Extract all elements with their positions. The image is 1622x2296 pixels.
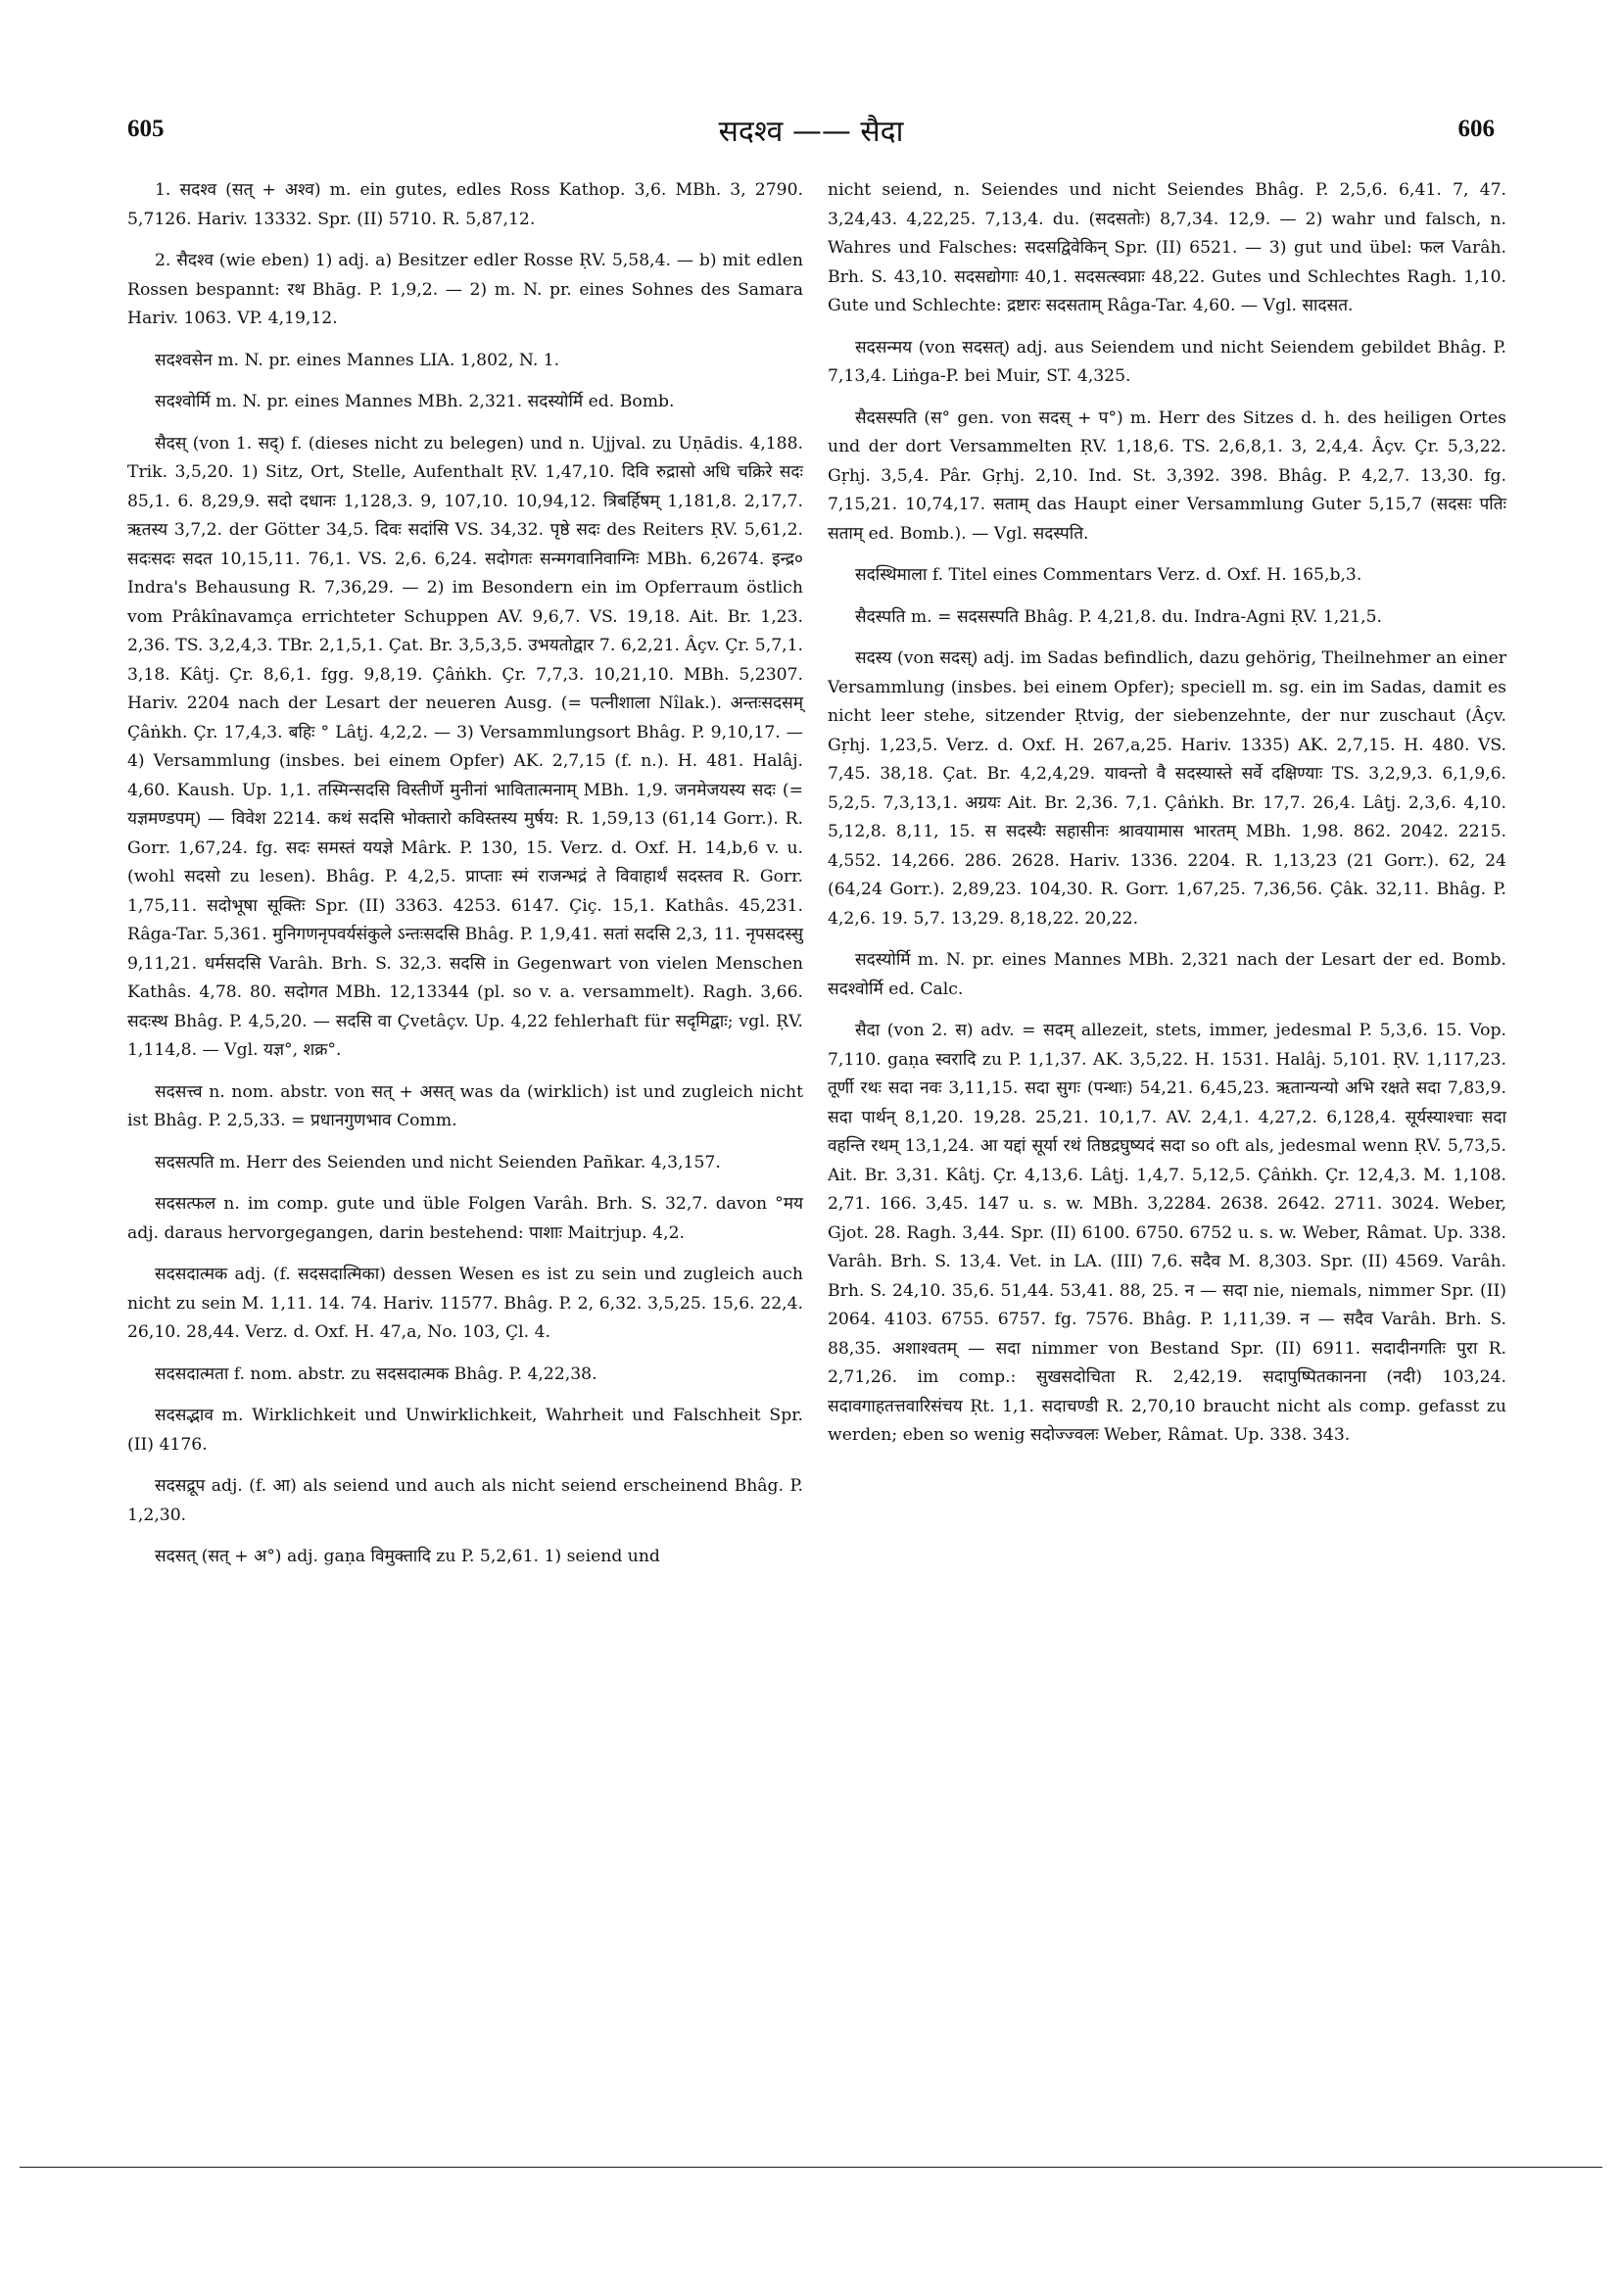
dictionary-entry: सदसद्रूप adj. (f. आ) als seiend und auch als nicht seiend erscheinend Bhâg. P. 1,2,30. (127, 1476, 803, 1525)
dictionary-entry: सदसत् (सत् + अ°) adj. gaṇa विमुक्तादि zu P. 5,2,61. 1) seiend und (155, 1547, 660, 1566)
dictionary-entry: सदस्य (von सदस्) adj. im Sadas befindlich, dazu gehörig, Theilnehmer an einer Versammlung (insbes. bei einem Opfer); speciell m. sg. ein im Sadas, damit es nicht leer stehe, sitzender Ṛtvig, der siebenzehnte, der nur zuschaut (Âçv. Gṛhj. 1,23,5. Verz. d. Oxf. H. 267,a,25. Hariv. 1335) AK. 2,7,15. H. 480. VS. 7,45. 38,18. Çat. Br. 4,2,4,29. यावन्तो वै सदस्यास्ते सर्वे दक्षिण्याः TS. 3,2,9,3. 6,1,9,6. 5,2,5. 7,3,13,1. अग्रयः Ait. Br. 2,36. 7,1. Çâṅkh. Br. 17,7. 26,4. Lâṭj. 2,3,6. 4,10. 5,12,8. 8,11, 15. स सदस्यैः सहासीनः श्रावयामास भारतम् MBh. 1,98. 862. 2042. 2215. 4,552. 14,266. 286. 2628. Hariv. 1336. 2204. R. 1,13,23 (21 Gorr.). 62, 24 (64,24 Gorr.). 2,89,23. 104,30. R. Gorr. 1,67,25. 7,36,56. Çâk. 32,11. Bhâg. P. 4,2,6. 19. 5,7. 13,29. 8,18,22. 20,22. (828, 648, 1506, 929)
dictionary-entry: सदसत्पति m. Herr des Seienden und nicht Seienden Pañkar. 4,3,157. (155, 1152, 721, 1172)
page-header (127, 116, 1495, 155)
dictionary-entry: सदसत्फल n. im comp. gute und üble Folgen Varâh. Brh. S. 32,7. davon °मय adj. daraus hervorgegangen, darin bestehend: पाशाः Maitrjup. 4,2. (127, 1194, 803, 1243)
dictionary-entry: 1. सदश्व (सत् + अश्व) m. ein gutes, edles Ross Kathop. 3,6. MBh. 3, 2790. 5,7126. Hariv. 13332. Spr. (II) 5710. R. 5,87,12. (127, 180, 803, 229)
dictionary-entry: सदसत्त्व n. nom. abstr. von सत् + असत् was da (wirklich) ist und zugleich nicht ist Bhâg. P. 2,5,33. = प्रधानगुणभाव Comm. (127, 1081, 803, 1130)
dictionary-entry: सैदस्पति m. = सदसस्पति Bhâg. P. 4,21,8. du. Indra-Agni ṚV. 1,21,5. (855, 606, 1382, 627)
dictionary-entry: सैदसस्पति (स° gen. von सदस् + प°) m. Herr des Sitzes d. h. des heiligen Ortes und der dort Versammelten ṚV. 1,18,6. TS. 2,6,8,1. 3, 2,4,4. Âçv. Çr. 5,3,22. Gṛhj. 3,5,4. Pâr. Gṛhj. 2,10. Ind. St. 3,392. 398. Bhâg. P. 4,2,7. 13,30. fg. 7,15,21. 10,74,17. सताम् das Haupt einer Versammlung Guter 5,15,7 (सदसः पतिः सताम् ed. Bomb.). — Vgl. सदस्पति. (828, 407, 1506, 544)
left-column (127, 176, 803, 1585)
left-page-number: 605 (127, 116, 165, 142)
dictionary-entry: सैदस् (von 1. सद्) f. (dieses nicht zu belegen) und n. Ujjval. zu Uṇādis. 4,188. Trik. 3,5,20. 1) Sitz, Ort, Stelle, Aufenthalt ṚV. 1,47,10. दिवि रुद्रासो अधि चक्रिरे सदः 85,1. 6. 8,29,9. सदो दधानः 1,128,3. 9, 107,10. 10,94,12. त्रिबर्हिषम् 1,181,8. 2,17,7. ऋतस्य 3,7,2. der Götter 34,5. दिवः सदांसि VS. 34,32. पृष्ठे सदः des Reiters ṚV. 5,61,2. सदःसदः सदत 10,15,11. 76,1. VS. 2,6. 6,24. सदोगतः सन्मगवानिवाग्निः MBh. 6,2674. इन्द्र० Indra's Behausung R. 7,36,29. — 2) im Besondern ein im Opferraum östlich vom Prâkînavamça errichteter Schuppen AV. 9,6,7. VS. 19,18. Ait. Br. 1,23. 2,36. TS. 3,2,4,3. TBr. 2,1,5,1. Çat. Br. 3,5,3,5. उभयतोद्वार 7. 6,2,21. Âçv. Çr. 5,7,1. 3,18. Kâtj. Çr. 8,6,1. fgg. 9,8,19. Çâṅkh. Çr. 7,7,3. 10,21,10. MBh. 5,2307. Hariv. 2204 nach der Lesart der neueren Ausg. (= पत्नीशाला Nîlak.). अन्तःसदसम् Çâṅkh. Çr. 17,4,3. बहिः ° Lâṭj. 4,2,2. — 3) Versammlungsort Bhâg. P. 9,10,17. — 4) Versammlung (insbes. bei einem Opfer) AK. 2,7,15 (f. n.). H. 481. Halâj. 4,60. Kaush. Up. 1,1. तस्मिन्सदसि विस्तीर्णे मुनीनां भावितात्मनाम् MBh. 1,9. जनमेजयस्य सदः (= यज्ञमण्डपम्) — विवेश 2214. कथं सदसि भोक्तारो कविस्तस्य मुर्षय: R. 1,59,13 (61,14 Gorr.). R. Gorr. 1,67,24. fg. सदः समस्तं ययज्ञे Mârk. P. 130, 15. Verz. d. Oxf. H. 14,b,6 v. u. (wohl सदसो zu lesen). Bhâg. P. 4,2,5. प्राप्ताः स्मं राजन्भद्रं ते विवाहार्थं सदस्तव R. Gorr. 1,75,11. सदोभूषा सूक्तिः Spr. (II) 3363. 4253. 6147. Çiç. 15,1. Kathâs. 45,231. Râga-Tar. 5,361. मुनिगणनृपवर्यसंकुले ऽन्तःसदसि Bhâg. P. 1,9,41. सतां सदसि 2,3, 11. नृपसदस्सु 9,11,21. धर्मसदसि Varâh. Brh. S. 32,3. सदसि in Gegenwart von vielen Menschen Kathâs. 4,78. 80. सदोगत MBh. 12,13344 (pl. so v. a. versammelt). Ragh. 3,66. सदःस्थ Bhâg. P. 4,5,20. — सदसि वा Çvetâçv. Up. 4,22 fehlerhaft für सदृमिद्वाः; vgl. ṚV. 1,114,8. — Vgl. यज्ञ°, शक्र°. (127, 433, 803, 1060)
dictionary-entry: सदसदात्मक adj. (f. सदसदात्मिका) dessen Wesen es ist zu sein und zugleich auch nicht zu sein M. 1,11. 14. 74. Hariv. 11577. Bhâg. P. 2, 6,32. 3,5,25. 15,6. 22,4. 26,10. 28,44. Verz. d. Oxf. H. 47,a, No. 103, Çl. 4. (127, 1265, 803, 1342)
dictionary-entry-continuation: nicht seiend, n. Seiendes und nicht Seiendes Bhâg. P. 2,5,6. 6,41. 7, 47. 3,24,43. 4,22,25. 7,13,4. du. (सदसतोः) 8,7,34. 12,9. — 2) wahr und falsch, n. Wahres und Falsches: सदसद्विवेकिन् Spr. (II) 6521. — 3) gut und übel: फल Varâh. Brh. S. 43,10. सदसद्योगाः 40,1. सदसत्स्वप्नाः 48,22. Gutes und Schlechtes Ragh. 1,10. Gute und Schlechte: द्रष्टारः सदसताम् Râga-Tar. 4,60. — Vgl. सादसत. (828, 180, 1506, 315)
dictionary-entry: सदसदात्मता f. nom. abstr. zu सदसदात्मक Bhâg. P. 4,22,38. (155, 1363, 597, 1384)
dictionary-entry: सदस्थिमाला f. Titel eines Commentars Verz. d. Oxf. H. 165,b,3. (855, 565, 1362, 585)
dictionary-entry: सैदा (von 2. स) adv. = सदम् allezeit, stets, immer, jedesmal P. 5,3,6. 15. Vop. 7,110. gaṇa स्वरादि zu P. 1,1,37. AK. 3,5,22. H. 1531. Halâj. 5,101. ṚV. 1,117,23. तूर्णी रथः सदा नवः 3,11,15. सदा सुगः (पन्थाः) 54,21. 6,45,23. ऋतान्यन्यो अभि रक्षते सदा 7,83,9. सदा पार्थन् 8,1,20. 19,28. 25,21. 10,1,7. AV. 2,4,1. 4,27,2. 6,128,4. सूर्यस्याश्चाः सदा वहन्ति रथम् 13,1,24. आ यद्दां सूर्या रथं तिष्ठद्रघुष्यदं सदा so oft als, jedesmal wenn ṚV. 5,73,5. Ait. Br. 3,31. Kâtj. Çr. 4,13,6. Lâṭj. 1,4,7. 5,12,5. Çâṅkh. Çr. 12,4,3. M. 1,108. 2,71. 166. 3,45. 147 u. s. w. MBh. 3,2284. 2638. 2642. 2711. 3024. Weber, Gjot. 28. Ragh. 3,44. Spr. (II) 6100. 6750. 6752 u. s. w. Weber, Râmat. Up. 338. Varâh. Brh. S. 13,4. Vet. in LA. (III) 7,6. सदैव M. 8,303. Spr. (II) 4569. Varâh. Brh. S. 24,10. 35,6. 51,44. 53,41. 88, 25. न — सदा nie, niemals, nimmer Spr. (II) 2064. 4103. 6755. 6757. fg. 7576. Bhâg. P. 1,11,39. न — सदैव Varâh. Brh. S. 88,35. अशाश्वतम् — सदा nimmer von Bestand Spr. (II) 6911. सदादीनगतिः पुरा R. 2,71,26. im comp.: सुखसदोचिता R. 2,42,19. सदापुष्पितकानना (नदी) 103,24. सदावगाहतत्तवारिसंचय Ṛt. 1,1. सदाचण्डी R. 2,70,10 braucht nicht als comp. gefasst zu werden; eben so wenig सदोज्ज्वलः Weber, Râmat. Up. 338. 343. (828, 1021, 1506, 1445)
bottom-rule (20, 2167, 1602, 2168)
dictionary-entry: सदश्वसेन m. N. pr. eines Mannes LIA. 1,802, N. 1. (155, 350, 560, 370)
right-page-number: 606 (1457, 116, 1495, 142)
dictionary-entry: सदसन्मय (von सदसत्) adj. aus Seiendem und nicht Seiendem gebildet Bhâg. P. 7,13,4. Liṅga-P. bei Muir, ST. 4,325. (828, 337, 1506, 386)
dictionary-entry: 2. सैदश्व (wie eben) 1) adj. a) Besitzer edler Rosse ṚV. 5,58,4. — b) mit edlen Rossen bespannt: रथ Bhāg. P. 1,9,2. — 2) m. N. pr. eines Sohnes des Samara Hariv. 1063. VP. 4,19,12. (127, 251, 803, 328)
running-head: सदश्व —— सैदा (718, 115, 904, 149)
dictionary-entry: सदस्योर्मि m. N. pr. eines Mannes MBh. 2,321 nach der Lesart der ed. Bomb. सदश्वोर्मि ed. Calc. (828, 950, 1506, 999)
right-column (828, 176, 1506, 1463)
dictionary-entry: सदसद्भाव m. Wirklichkeit und Unwirklichkeit, Wahrheit und Falschheit Spr. (II) 4176. (127, 1406, 803, 1455)
dictionary-entry: सदश्वोर्मि m. N. pr. eines Mannes MBh. 2,321. सदस्योर्मि ed. Bomb. (155, 392, 675, 411)
